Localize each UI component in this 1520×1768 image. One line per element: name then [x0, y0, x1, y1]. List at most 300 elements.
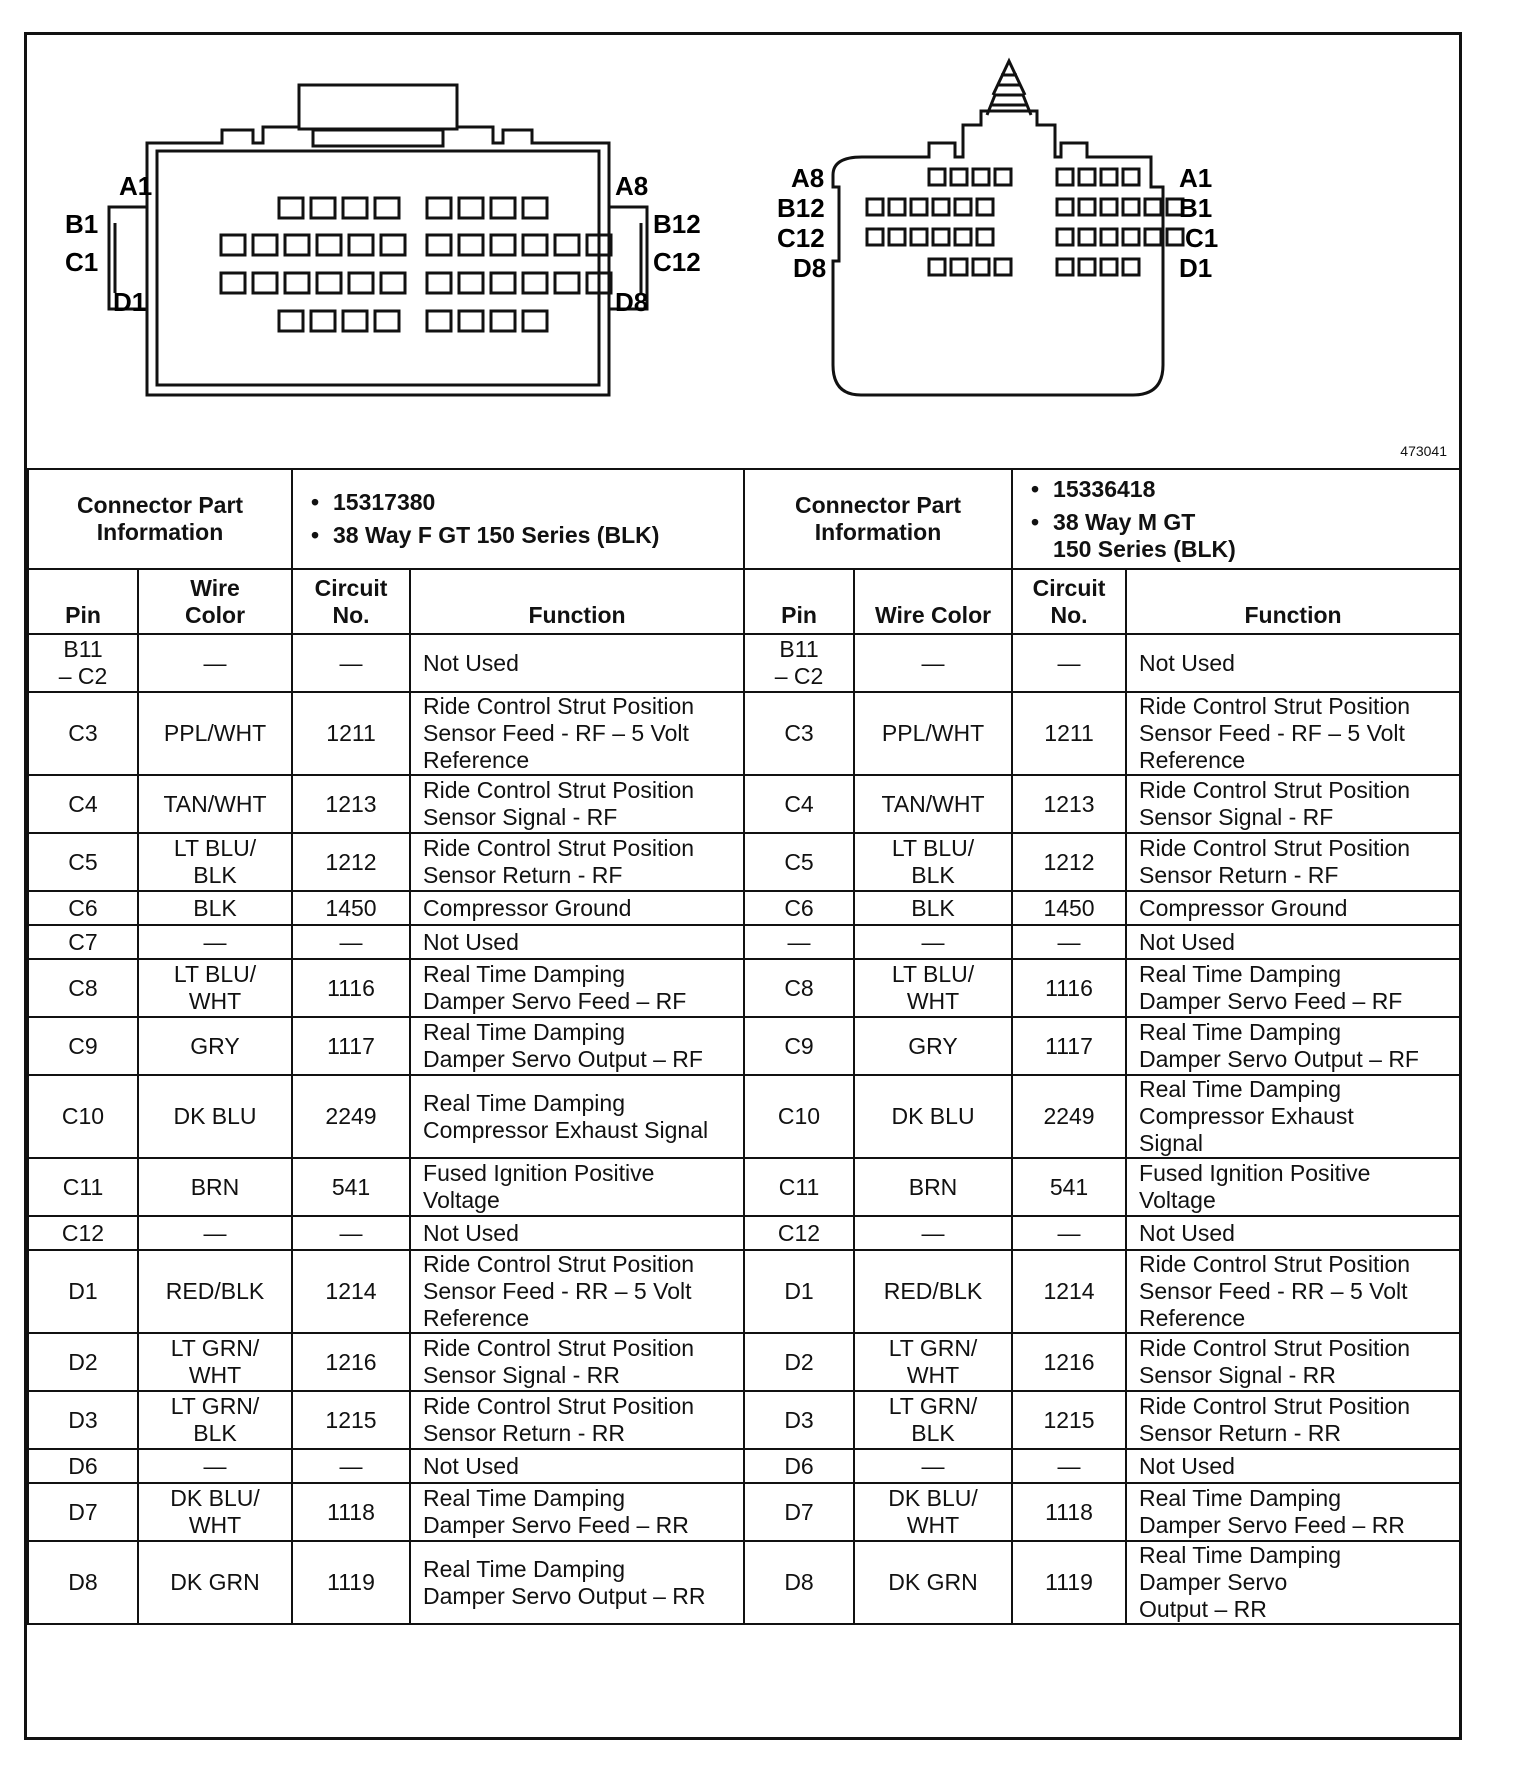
- right-pin-cell-line: C4: [784, 790, 814, 817]
- right-label-a1: A1: [1179, 163, 1213, 193]
- right-pin-cavity: [1057, 229, 1073, 245]
- left-pin-cell-line: C11: [62, 1173, 104, 1200]
- right-pin-cell: [744, 1216, 854, 1250]
- right-pin-cavity: [995, 169, 1011, 185]
- right-pin-cell: [744, 634, 854, 692]
- right-label-c12: C12: [777, 223, 825, 253]
- right-pin-cell-line: C10: [777, 1103, 821, 1129]
- right-info-details: [1012, 469, 1460, 569]
- left-pin-cell-line: – C2: [58, 663, 108, 689]
- left-circuit-cell: 1116: [292, 959, 410, 1017]
- right-pin-cavity: [1101, 169, 1117, 185]
- right-function-cell-line: Real Time Damping: [1139, 1019, 1341, 1045]
- right-pin-cell-line: B11: [779, 636, 819, 662]
- right-pin-cell: [744, 1158, 854, 1216]
- right-pin-cavity: [1123, 259, 1139, 275]
- right-wire-color-cell-line: DK BLU/: [888, 1485, 978, 1511]
- right-function-cell: [1126, 1449, 1460, 1483]
- left-pin-cavity: [375, 311, 399, 331]
- right-part-desc-line2: 150 Series (BLK): [1053, 535, 1236, 562]
- left-function-cell: [410, 1158, 744, 1216]
- right-pin-cavity: [977, 229, 993, 245]
- left-wire-color-cell-line: GRY: [190, 1032, 240, 1059]
- left-wire-color-cell: [138, 1541, 292, 1624]
- left-function-cell: [410, 1250, 744, 1333]
- left-header-circuit-line2: No.: [332, 601, 370, 628]
- right-function-cell-line: Output – RR: [1139, 1596, 1267, 1622]
- right-pin-cavity: [929, 169, 945, 185]
- left-label-d8: D8: [615, 287, 649, 317]
- right-pin-cavity: [1101, 229, 1117, 245]
- left-pin-cell-line: D3: [68, 1406, 98, 1433]
- left-function-cell: [410, 925, 744, 959]
- right-circuit-cell: 1211: [1012, 692, 1126, 775]
- right-circuit-cell: 1450: [1012, 891, 1126, 925]
- right-circuit-cell: 1213: [1012, 775, 1126, 833]
- left-circuit-cell: —: [292, 925, 410, 959]
- left-header-wire-line1: Wire: [190, 574, 240, 601]
- table-row: [28, 634, 1460, 692]
- left-pin-cell: [28, 692, 138, 775]
- right-pin-cavity: [1145, 229, 1161, 245]
- right-pin-cavity: [929, 259, 945, 275]
- right-function-cell: [1126, 891, 1460, 925]
- left-pin-cell: [28, 1449, 138, 1483]
- right-function-cell: [1126, 959, 1460, 1017]
- left-wire-color-cell-line: PPL/WHT: [163, 720, 267, 746]
- left-function-cell-line: Damper Servo Output – RR: [423, 1582, 706, 1609]
- right-wire-color-cell: [854, 634, 1012, 692]
- left-circuit-cell: 1119: [292, 1541, 410, 1624]
- right-circuit-cell: 1118: [1012, 1483, 1126, 1541]
- left-label-c12: C12: [653, 247, 701, 277]
- right-wire-color-cell-line: PPL/WHT: [881, 720, 985, 746]
- right-pin-cavity: [1057, 259, 1073, 275]
- left-label-d1: D1: [113, 287, 147, 317]
- left-function-cell: [410, 1541, 744, 1624]
- right-function-cell-line: Ride Control Strut Position: [1139, 777, 1411, 803]
- right-pin-cell-line: C3: [784, 720, 814, 746]
- left-function-cell-line: Not Used: [423, 928, 519, 955]
- right-pin-cavity: [1079, 199, 1095, 215]
- right-header-circuit: [1012, 569, 1126, 634]
- table-row: [28, 1391, 1460, 1449]
- right-function-cell: [1126, 692, 1460, 775]
- left-wire-color-cell: [138, 1449, 292, 1483]
- right-function-cell-line: Sensor Signal - RF: [1139, 804, 1334, 830]
- right-wire-color-cell-line: LT BLU/: [891, 961, 975, 987]
- left-circuit-cell: —: [292, 1216, 410, 1250]
- pinout-table: [27, 468, 1461, 1625]
- left-pin-cavity: [523, 273, 547, 293]
- left-pin-cell: [28, 775, 138, 833]
- left-part-number: • 15317380: [333, 489, 739, 516]
- left-wire-color-cell: [138, 1250, 292, 1333]
- left-function-cell: [410, 1075, 744, 1158]
- left-function-cell: [410, 833, 744, 891]
- right-pin-cavity: [1079, 259, 1095, 275]
- right-pin-cell: [744, 1017, 854, 1075]
- left-wire-color-cell-line: —: [203, 649, 227, 676]
- right-function-cell: [1126, 775, 1460, 833]
- right-pin-cell-line: C8: [784, 974, 814, 1001]
- left-wire-color-cell: [138, 891, 292, 925]
- left-label-b12: B12: [653, 209, 701, 239]
- right-function-cell: [1126, 1216, 1460, 1250]
- right-wire-color-cell: [854, 891, 1012, 925]
- left-circuit-cell: 1215: [292, 1391, 410, 1449]
- right-pin-cavity: [867, 229, 883, 245]
- right-function-cell-line: Damper Servo Feed – RR: [1139, 1512, 1405, 1538]
- right-pin-cavity: [889, 229, 905, 245]
- left-pin-cavity: [253, 273, 277, 293]
- left-wire-color-cell-line: DK BLU: [173, 1103, 257, 1129]
- right-label-c1: C1: [1185, 223, 1219, 253]
- right-function-cell-line: Sensor Feed - RR – 5 Volt: [1139, 1278, 1408, 1304]
- right-wire-color-cell: [854, 692, 1012, 775]
- left-circuit-cell: 1216: [292, 1333, 410, 1391]
- table-row: [28, 1017, 1460, 1075]
- right-pin-cavity: [951, 259, 967, 275]
- right-pin-cavity: [933, 229, 949, 245]
- left-wire-color-cell: [138, 775, 292, 833]
- right-wire-color-cell-line: —: [921, 1452, 945, 1479]
- left-circuit-cell: 1211: [292, 692, 410, 775]
- right-pin-cell: [744, 833, 854, 891]
- left-function-cell-line: Damper Servo Output – RF: [423, 1046, 703, 1072]
- right-wire-color-cell-line: WHT: [906, 1512, 960, 1538]
- connector-sheet: [24, 32, 1462, 1740]
- left-circuit-cell: —: [292, 1449, 410, 1483]
- right-pin-cavity: [1057, 199, 1073, 215]
- left-function-cell-line: Sensor Signal - RR: [423, 1362, 620, 1388]
- left-circuit-cell: 1213: [292, 775, 410, 833]
- right-wire-color-cell-line: —: [921, 928, 945, 955]
- right-pin-cavity: [1167, 229, 1183, 245]
- left-wire-color-cell: [138, 833, 292, 891]
- connector-info-row: [28, 469, 1460, 569]
- right-wire-color-cell: [854, 925, 1012, 959]
- right-wire-color-cell: [854, 833, 1012, 891]
- left-pin-cavity: [459, 235, 483, 255]
- right-pin-cavity: [1057, 169, 1073, 185]
- right-pin-cell-line: C9: [784, 1032, 814, 1059]
- right-pin-cavity: [911, 229, 927, 245]
- right-pin-cell: [744, 692, 854, 775]
- left-pin-cavity: [523, 198, 547, 218]
- right-pin-cavity: [955, 229, 971, 245]
- right-header-circuit-line2: No.: [1050, 601, 1088, 628]
- right-pin-cavity: [995, 259, 1011, 275]
- right-circuit-cell: 2249: [1012, 1075, 1126, 1158]
- right-pin-cell-line: – C2: [774, 663, 824, 689]
- left-function-cell-line: Real Time Damping: [423, 1555, 625, 1582]
- right-pin-cell-line: D2: [784, 1348, 814, 1375]
- right-pin-cavity: [1101, 199, 1117, 215]
- left-circuit-cell: 2249: [292, 1075, 410, 1158]
- right-label-a8: A8: [791, 163, 825, 193]
- left-pin-cavity: [523, 235, 547, 255]
- left-pin-cavity: [555, 235, 579, 255]
- left-pin-cavity: [285, 273, 309, 293]
- left-pin-cell-line: C3: [68, 720, 98, 746]
- left-pin-cell-line: C12: [61, 1219, 105, 1246]
- right-pin-cavity: [1123, 229, 1139, 245]
- left-function-cell-line: Damper Servo Feed – RR: [423, 1512, 689, 1538]
- right-wire-color-cell: [854, 1391, 1012, 1449]
- left-pin-cell: [28, 1541, 138, 1624]
- right-circuit-cell: —: [1012, 1216, 1126, 1250]
- left-wire-color-cell-line: DK BLU/: [170, 1485, 260, 1511]
- left-pin-cell-line: D8: [68, 1569, 98, 1595]
- right-wire-color-cell-line: BLK: [911, 894, 955, 921]
- right-part-number: • 15336418: [1053, 476, 1455, 503]
- left-function-cell-line: Not Used: [423, 1452, 519, 1479]
- right-header-pin: Pin: [744, 569, 854, 634]
- right-pin-cavity: [1145, 199, 1161, 215]
- left-info-title-line2: Information: [96, 519, 224, 545]
- left-pin-cell: [28, 1158, 138, 1216]
- right-label-d8: D8: [793, 253, 827, 283]
- left-label-a8: A8: [615, 171, 649, 201]
- right-wire-color-cell-line: DK GRN: [888, 1569, 978, 1595]
- left-function-cell: [410, 1391, 744, 1449]
- left-circuit-cell: —: [292, 634, 410, 692]
- left-function-cell-line: Fused Ignition Positive: [423, 1160, 655, 1186]
- left-header-wire-line2: Color: [184, 601, 246, 628]
- left-wire-color-cell-line: WHT: [188, 988, 242, 1014]
- table-row: [28, 1333, 1460, 1391]
- left-pin-cell: [28, 1333, 138, 1391]
- left-wire-color-cell: [138, 1075, 292, 1158]
- right-pin-cell-line: D1: [784, 1278, 814, 1304]
- table-row: [28, 1250, 1460, 1333]
- right-wire-color-cell-line: TAN/WHT: [881, 790, 985, 817]
- right-function-cell-line: Reference: [1139, 747, 1246, 773]
- left-pin-cell-line: D2: [68, 1348, 98, 1375]
- left-wire-color-cell-line: TAN/WHT: [163, 790, 267, 817]
- right-wire-color-cell: [854, 959, 1012, 1017]
- right-wire-color-cell-line: GRY: [908, 1032, 958, 1059]
- right-pin-cell: [744, 775, 854, 833]
- left-pin-cell-line: C8: [68, 974, 98, 1001]
- table-row: [28, 775, 1460, 833]
- left-function-cell-line: Sensor Signal - RF: [423, 804, 618, 830]
- right-pin-cell: [744, 1333, 854, 1391]
- left-function-cell: [410, 692, 744, 775]
- left-header-circuit: [292, 569, 410, 634]
- left-pin-cell-line: C6: [68, 894, 98, 921]
- left-pin-cavity: [375, 198, 399, 218]
- right-header-wire: Wire Color: [854, 569, 1012, 634]
- right-pin-cell-line: C6: [784, 894, 814, 921]
- left-function-cell: [410, 775, 744, 833]
- right-pin-cavity: [973, 169, 989, 185]
- right-function-cell-line: Sensor Return - RF: [1139, 862, 1339, 888]
- right-pin-cavity: [867, 199, 883, 215]
- left-wire-color-cell: [138, 1391, 292, 1449]
- left-pin-cell: [28, 1391, 138, 1449]
- right-function-cell-line: Sensor Signal - RR: [1139, 1362, 1336, 1388]
- left-function-cell: [410, 1483, 744, 1541]
- right-wire-color-cell: [854, 1250, 1012, 1333]
- right-circuit-cell: 1117: [1012, 1017, 1126, 1075]
- left-wire-color-cell-line: WHT: [188, 1512, 242, 1538]
- left-wire-color-cell: [138, 1333, 292, 1391]
- right-circuit-cell: 1212: [1012, 833, 1126, 891]
- column-header-row: [28, 569, 1460, 634]
- right-pin-cell: [744, 1250, 854, 1333]
- right-pin-cell-line: —: [787, 928, 811, 955]
- left-wire-color-cell: [138, 1158, 292, 1216]
- right-circuit-cell: 1116: [1012, 959, 1126, 1017]
- right-wire-color-cell-line: BRN: [908, 1173, 958, 1200]
- right-circuit-cell: 1214: [1012, 1250, 1126, 1333]
- right-function-cell: [1126, 1541, 1460, 1624]
- right-pin-cavity: [1079, 229, 1095, 245]
- right-wire-color-cell: [854, 1483, 1012, 1541]
- left-pin-cell-line: C10: [61, 1103, 105, 1129]
- left-wire-color-cell-line: LT BLU/: [173, 835, 257, 861]
- left-pin-cell: [28, 1075, 138, 1158]
- left-wire-color-cell-line: BRN: [190, 1173, 240, 1200]
- right-pin-cell: [744, 1541, 854, 1624]
- right-pin-cell-line: C12: [777, 1219, 821, 1246]
- table-row: [28, 833, 1460, 891]
- left-label-a1: A1: [119, 171, 153, 201]
- left-pin-cavity: [491, 235, 515, 255]
- left-pin-cell: [28, 1216, 138, 1250]
- right-function-cell-line: Signal: [1139, 1130, 1203, 1156]
- right-function-cell: [1126, 1391, 1460, 1449]
- left-pin-cell-line: D6: [68, 1452, 98, 1479]
- left-connector-pins: [221, 198, 611, 331]
- right-function-cell-line: Damper Servo: [1139, 1569, 1288, 1595]
- left-wire-color-cell-line: LT GRN/: [170, 1335, 260, 1361]
- left-wire-color-cell: [138, 1483, 292, 1541]
- right-label-b1: B1: [1179, 193, 1213, 223]
- right-wire-color-cell-line: LT GRN/: [888, 1393, 978, 1419]
- right-circuit-cell: —: [1012, 1449, 1126, 1483]
- right-pin-cavity: [1101, 259, 1117, 275]
- left-info-title-line1: Connector Part: [76, 492, 244, 518]
- left-function-cell-line: Sensor Feed - RR – 5 Volt: [423, 1278, 692, 1304]
- right-part-desc-line1: • 38 Way M GT: [1053, 509, 1455, 536]
- left-label-c1: C1: [65, 247, 99, 277]
- right-wire-color-cell-line: BLK: [911, 862, 955, 888]
- left-function-cell-line: Reference: [423, 1305, 530, 1331]
- left-header-circuit-line1: Circuit: [314, 574, 388, 601]
- left-function-cell-line: Sensor Return - RR: [423, 1420, 625, 1446]
- right-pin-cavity: [889, 199, 905, 215]
- table-row: [28, 1075, 1460, 1158]
- right-wire-color-cell: [854, 1158, 1012, 1216]
- left-pin-cavity: [221, 235, 245, 255]
- right-function-cell-line: Sensor Feed - RF – 5 Volt: [1139, 720, 1405, 746]
- left-pin-cell-line: D1: [68, 1278, 98, 1304]
- left-wire-color-cell: [138, 959, 292, 1017]
- right-circuit-cell: —: [1012, 925, 1126, 959]
- left-wire-color-cell: [138, 1017, 292, 1075]
- right-pin-cell-line: D6: [784, 1452, 814, 1479]
- left-pin-cavity: [279, 311, 303, 331]
- left-pin-cavity: [381, 235, 405, 255]
- left-header-function: Function: [410, 569, 744, 634]
- table-row: [28, 692, 1460, 775]
- left-pin-cell: [28, 1250, 138, 1333]
- left-pin-cavity: [555, 273, 579, 293]
- right-function-cell: [1126, 1075, 1460, 1158]
- left-wire-color-cell: [138, 634, 292, 692]
- left-pin-cell-line: D7: [68, 1498, 98, 1525]
- left-pin-cavity: [459, 198, 483, 218]
- left-function-cell-line: Compressor Exhaust Signal: [423, 1116, 709, 1143]
- table-row: [28, 925, 1460, 959]
- left-function-cell: [410, 1216, 744, 1250]
- left-pin-cell-line: C9: [68, 1032, 98, 1059]
- left-pin-cavity: [427, 273, 451, 293]
- left-pin-cell: [28, 891, 138, 925]
- right-circuit-cell: 541: [1012, 1158, 1126, 1216]
- right-function-cell-line: Not Used: [1139, 928, 1235, 955]
- left-wire-color-cell-line: RED/BLK: [165, 1278, 265, 1304]
- right-pin-cell-line: D8: [784, 1569, 814, 1595]
- right-pin-cavity: [951, 169, 967, 185]
- right-function-cell-line: Compressor Exhaust: [1139, 1103, 1354, 1129]
- left-function-cell-line: Sensor Feed - RF – 5 Volt: [423, 720, 689, 746]
- left-function-cell-line: Sensor Return - RF: [423, 862, 623, 888]
- left-circuit-cell: 1214: [292, 1250, 410, 1333]
- connector-diagram: [27, 35, 1459, 465]
- left-pin-cavity: [523, 311, 547, 331]
- left-wire-color-cell-line: —: [203, 1219, 227, 1246]
- right-wire-color-cell-line: WHT: [906, 988, 960, 1014]
- right-wire-color-cell: [854, 1075, 1012, 1158]
- left-circuit-cell: 1118: [292, 1483, 410, 1541]
- left-pin-cavity: [381, 273, 405, 293]
- right-function-cell-line: Voltage: [1139, 1187, 1216, 1213]
- right-function-cell: [1126, 634, 1460, 692]
- left-wire-color-cell-line: LT BLU/: [173, 961, 257, 987]
- left-circuit-cell: 541: [292, 1158, 410, 1216]
- left-function-cell-line: Damper Servo Feed – RF: [423, 988, 687, 1014]
- right-function-cell-line: Ride Control Strut Position: [1139, 835, 1411, 861]
- right-pin-cavity: [1123, 199, 1139, 215]
- right-function-cell-line: Damper Servo Output – RF: [1139, 1046, 1419, 1072]
- left-wire-color-cell-line: BLK: [193, 1420, 237, 1446]
- left-pin-cell: [28, 1483, 138, 1541]
- right-function-cell-line: Real Time Damping: [1139, 1542, 1341, 1568]
- left-wire-color-cell-line: —: [203, 928, 227, 955]
- right-pin-cell: [744, 1449, 854, 1483]
- left-connector-body: [109, 85, 647, 395]
- right-function-cell: [1126, 1250, 1460, 1333]
- right-wire-color-cell-line: DK BLU: [891, 1103, 975, 1129]
- right-info-title-line2: Information: [814, 519, 942, 545]
- left-function-cell-line: Ride Control Strut Position: [423, 693, 695, 719]
- right-function-cell: [1126, 925, 1460, 959]
- left-pin-cell-line: B11: [63, 636, 103, 662]
- left-wire-color-cell-line: BLK: [193, 894, 237, 921]
- left-circuit-cell: 1450: [292, 891, 410, 925]
- left-wire-color-cell-line: LT GRN/: [170, 1393, 260, 1419]
- left-pin-cavity: [317, 273, 341, 293]
- left-pin-cavity: [317, 235, 341, 255]
- right-pin-cavity: [1123, 169, 1139, 185]
- right-wire-color-cell: [854, 1017, 1012, 1075]
- right-connector-pins: [867, 169, 1183, 275]
- right-circuit-cell: 1119: [1012, 1541, 1126, 1624]
